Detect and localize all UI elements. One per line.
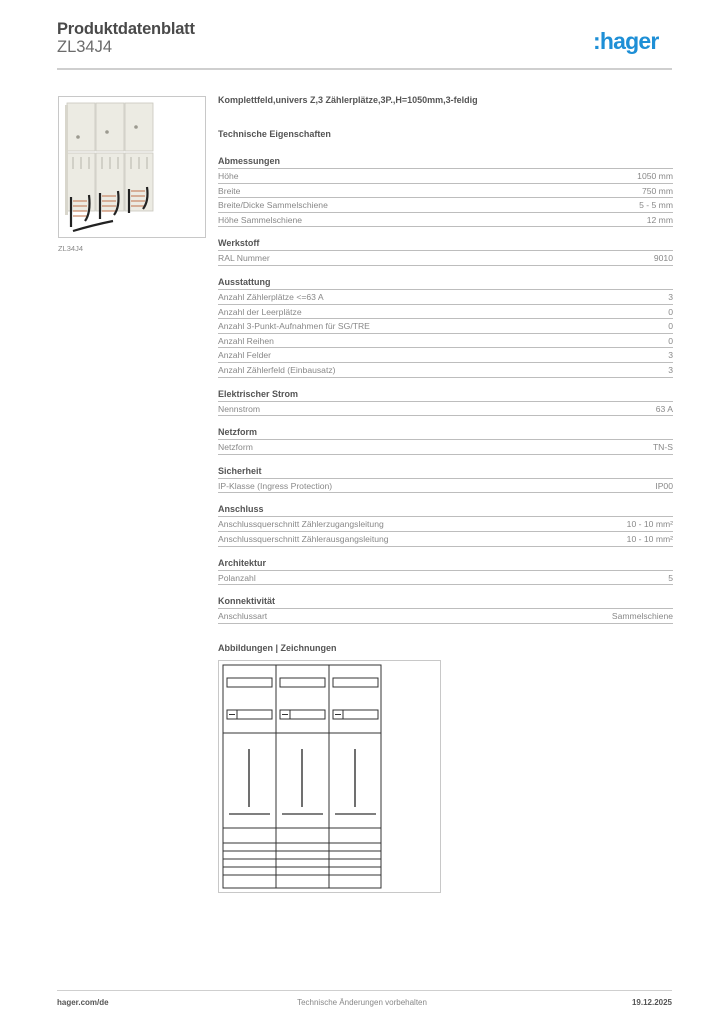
section-sicherheit: [218, 465, 673, 494]
spec-label: IP-Klasse (Ingress Protection): [218, 480, 333, 491]
section-title: Ausstattung: [218, 276, 673, 290]
footer-website-link[interactable]: hager.com/de: [57, 998, 109, 1007]
section-konnektivitaet: [218, 595, 673, 624]
spec-row: [218, 184, 673, 199]
spec-value: Sammelschiene: [611, 611, 673, 622]
spec-row: [218, 251, 673, 266]
spec-row: [218, 479, 673, 494]
section-netzform: [218, 426, 673, 455]
spec-row: [218, 198, 673, 213]
section-title: Sicherheit: [218, 465, 673, 479]
spec-label: Anschlussquerschnitt Zählerausgangsleitung: [218, 533, 389, 544]
spec-label: Anschlussart: [218, 611, 268, 622]
product-image-caption: ZL34J4: [58, 244, 84, 253]
spec-row: [218, 402, 673, 417]
spec-row: [218, 348, 673, 363]
spec-label: Anzahl Reihen: [218, 335, 274, 346]
footer-date: 19.12.2025: [631, 998, 672, 1007]
spec-value: 10 - 10 mm²: [626, 533, 673, 544]
spec-value: 0: [668, 335, 673, 346]
product-image: [58, 96, 206, 238]
spec-value: TN-S: [652, 442, 673, 453]
spec-row: [218, 571, 673, 586]
spec-value: 5: [668, 572, 673, 583]
spec-label: Anzahl Zählerplätze <=63 A: [218, 291, 324, 302]
spec-label: Anzahl der Leerplätze: [218, 306, 302, 317]
spec-row: [218, 609, 673, 624]
spec-value: 0: [668, 306, 673, 317]
spec-label: Höhe Sammelschiene: [218, 214, 303, 225]
section-architektur: [218, 557, 673, 586]
spec-value: 63 A: [655, 403, 673, 414]
spec-value: 750 mm: [641, 185, 673, 196]
header-divider: [57, 68, 672, 70]
spec-value: 0: [668, 321, 673, 332]
panel-drawing-icon: [219, 661, 440, 892]
spec-label: Anschlussquerschnitt Zählerzugangsleitung: [218, 519, 384, 530]
figures-heading: Abbildungen | Zeichnungen: [218, 643, 337, 653]
spec-label: Anzahl 3-Punkt-Aufnahmen für SG/TRE: [218, 321, 370, 332]
spec-row: [218, 532, 673, 547]
spec-value: 5 - 5 mm: [639, 200, 673, 211]
spec-value: 1050 mm: [637, 171, 673, 181]
spec-label: Netzform: [218, 442, 253, 453]
technical-properties-heading: Technische Eigenschaften: [218, 129, 331, 139]
spec-label: Breite: [218, 185, 241, 196]
document-title: Produktdatenblatt: [57, 20, 195, 38]
spec-label: Nennstrom: [218, 403, 261, 414]
spec-row: [218, 290, 673, 305]
section-werkstoff: [218, 237, 673, 266]
section-elektrischer-strom: [218, 388, 673, 417]
article-number: ZL34J4: [57, 38, 113, 56]
section-title: Konnektivität: [218, 595, 673, 609]
spec-label: Anzahl Zählerfeld (Einbausatz): [218, 364, 336, 375]
spec-value: 10 - 10 mm²: [626, 519, 673, 530]
product-summary: [218, 95, 673, 141]
section-title: Anschluss: [218, 503, 673, 517]
spec-row: [218, 440, 673, 455]
spec-value: 3: [668, 350, 673, 361]
section-title: Architektur: [218, 557, 673, 571]
meter-panel-photo-icon: [59, 97, 205, 237]
specification-sections: [218, 155, 673, 634]
section-title: Werkstoff: [218, 237, 673, 251]
spec-row: [218, 169, 673, 184]
spec-label: Höhe: [218, 171, 239, 181]
spec-row: [218, 334, 673, 349]
spec-value: 3: [668, 291, 673, 302]
section-ausstattung: [218, 276, 673, 378]
spec-row: [218, 319, 673, 334]
spec-label: RAL Nummer: [218, 253, 270, 264]
spec-row: [218, 305, 673, 320]
spec-label: Breite/Dicke Sammelschiene: [218, 200, 328, 211]
spec-label: Polanzahl: [218, 572, 256, 583]
footer-notice: Technische Änderungen vorbehalten: [297, 998, 427, 1007]
section-abmessungen: [218, 155, 673, 227]
footer-divider: [57, 990, 672, 991]
spec-row: [218, 517, 673, 532]
section-title: Netzform: [218, 426, 673, 440]
spec-value: 3: [668, 364, 673, 375]
product-description: Komplettfeld,univers Z,3 Zählerplätze,3P.,H=1050mm,3-feldig: [218, 95, 478, 105]
spec-value: 9010: [653, 253, 673, 264]
spec-value: 12 mm: [646, 214, 673, 225]
spec-row: [218, 213, 673, 228]
spec-row: [218, 363, 673, 378]
hager-logo: :hager: [593, 28, 659, 54]
technical-drawing: [218, 660, 441, 893]
section-title: Elektrischer Strom: [218, 388, 673, 402]
section-title: Abmessungen: [218, 155, 673, 169]
spec-label: Anzahl Felder: [218, 350, 272, 361]
spec-value: IP00: [655, 480, 673, 491]
section-anschluss: [218, 503, 673, 546]
